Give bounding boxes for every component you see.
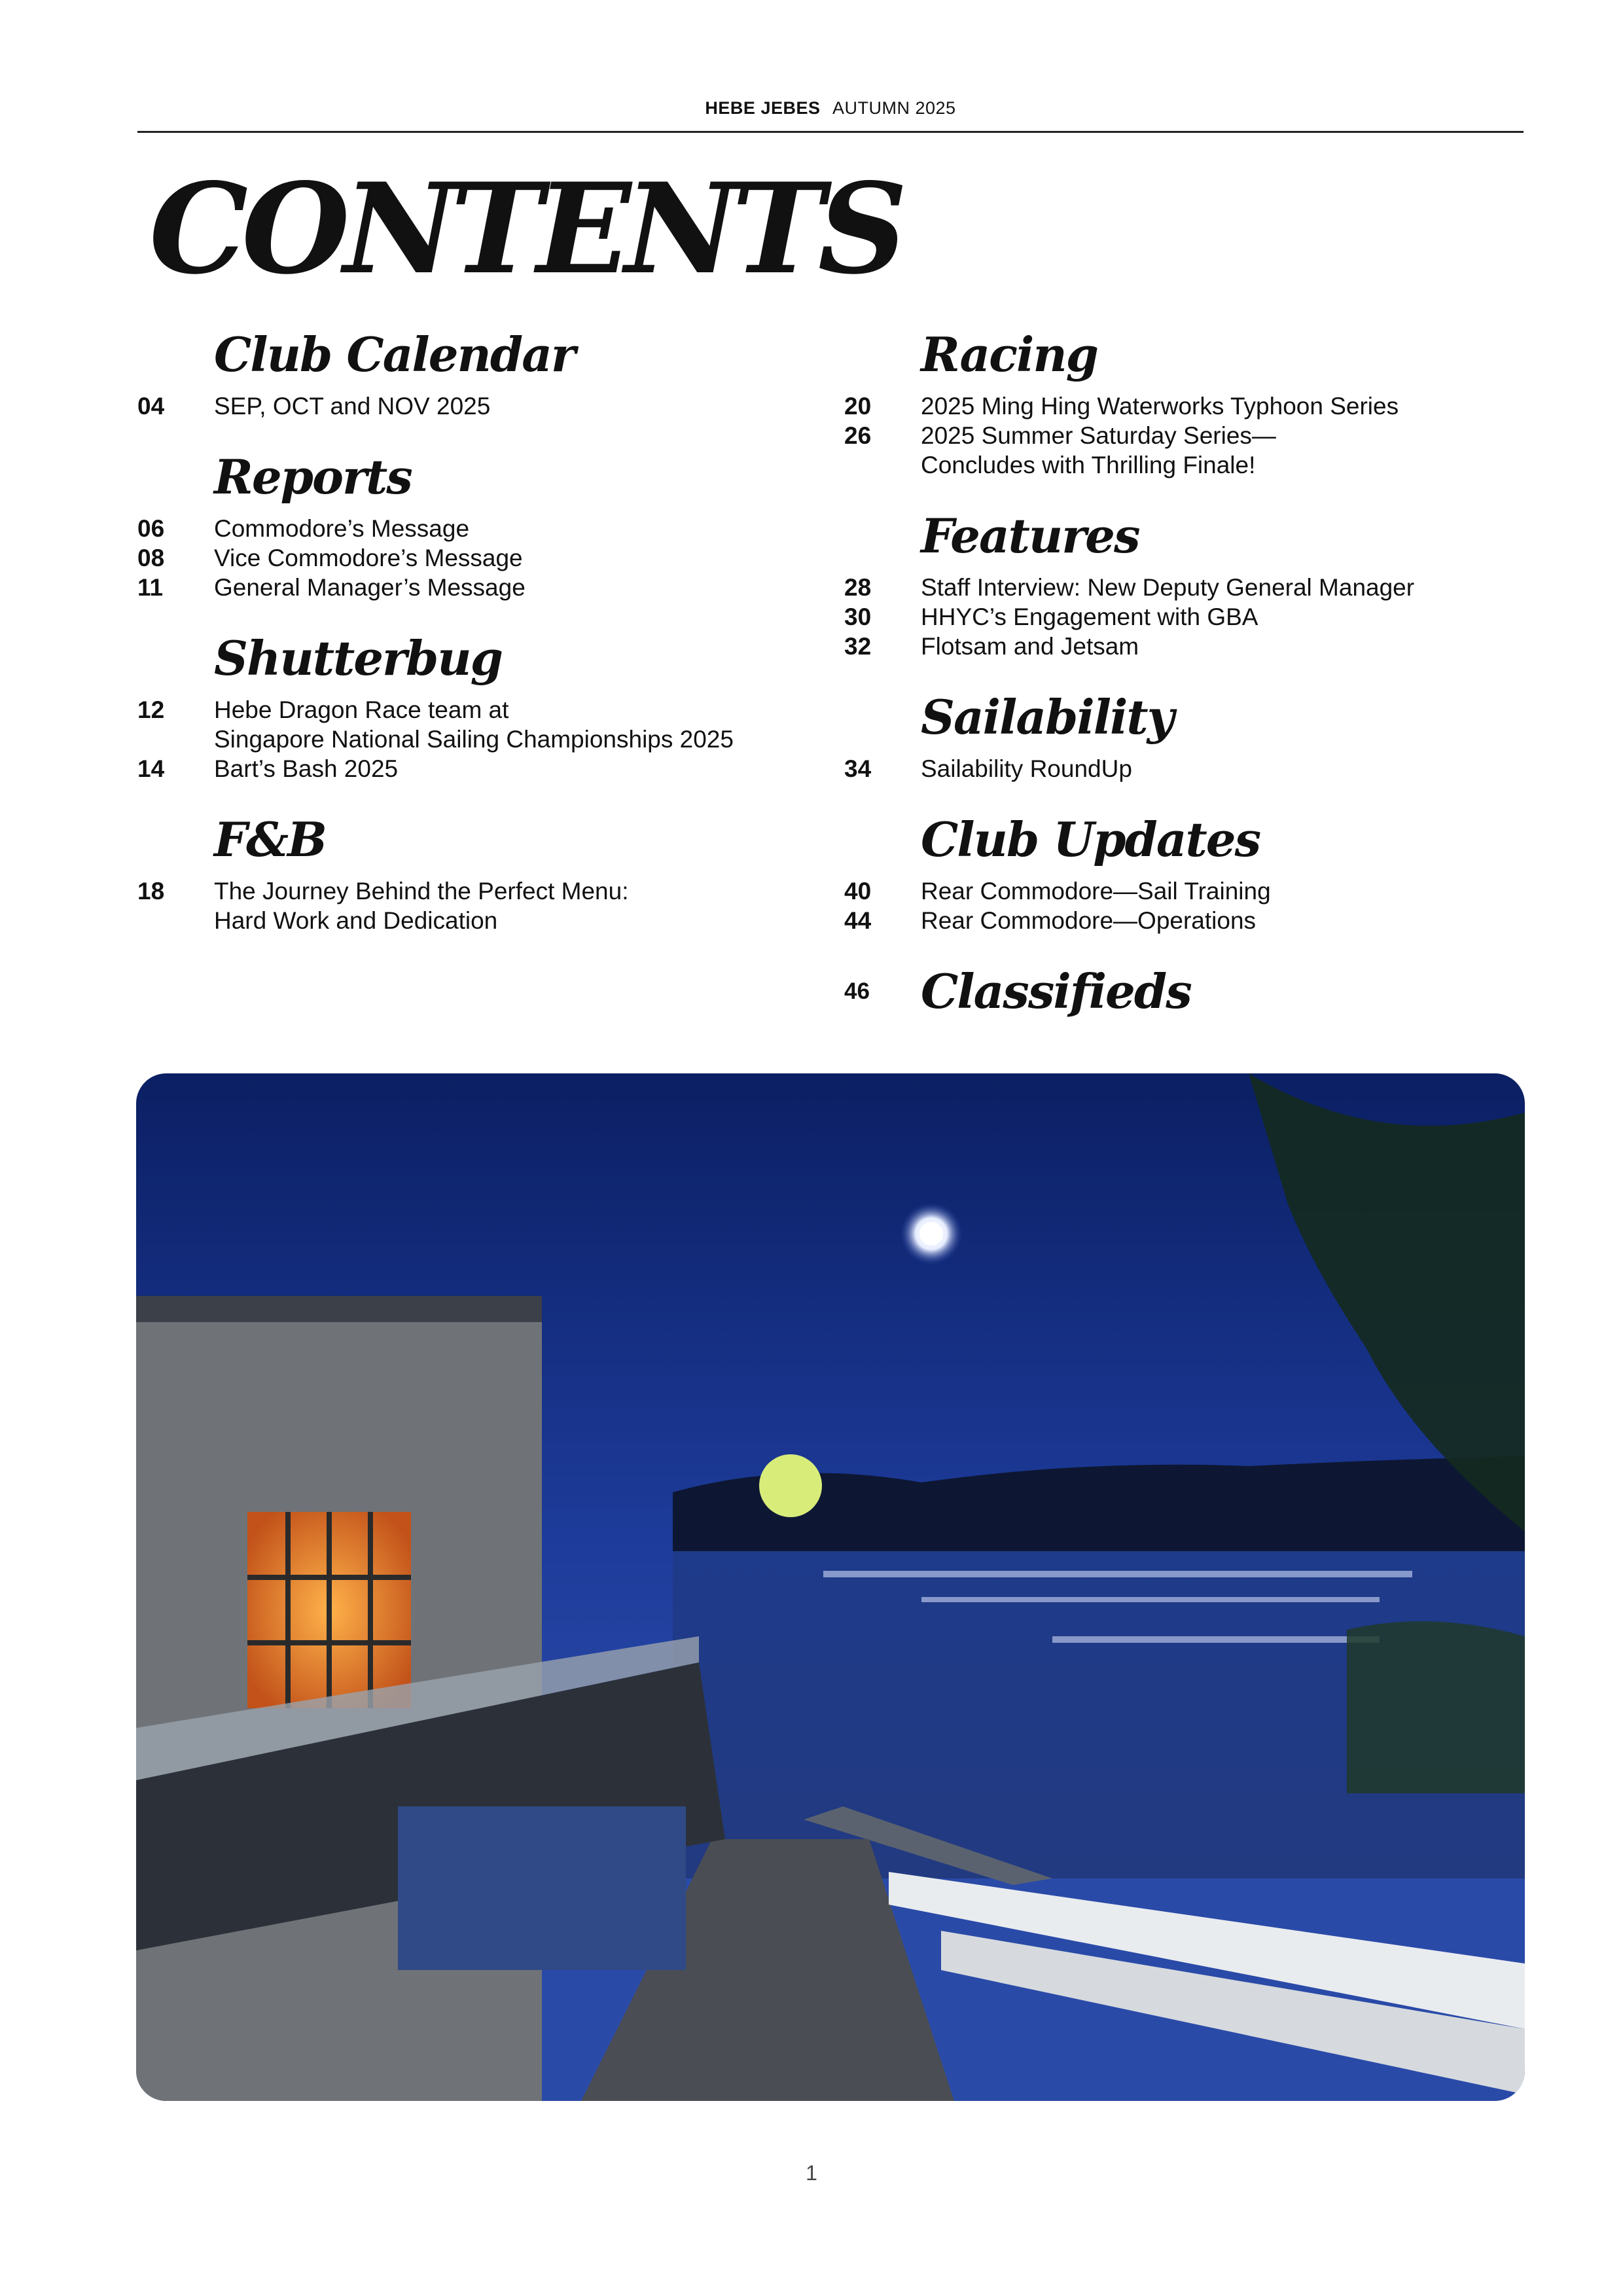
entry-title: HHYC’s Engagement with GBA — [921, 603, 1258, 630]
entry-title: 2025 Ming Hing Waterworks Typhoon Series — [921, 393, 1399, 420]
section-heading: Shutterbug — [214, 630, 502, 686]
header-divider — [137, 131, 1524, 133]
section-heading: Reports — [214, 449, 412, 505]
contents-entry — [137, 543, 792, 573]
entry-title: Commodore’s Message — [214, 515, 470, 542]
contents-entry — [844, 602, 1499, 632]
entry-page-number: 26 — [844, 422, 872, 449]
contents-entry — [844, 632, 1499, 661]
entry-page-number: 30 — [844, 603, 872, 630]
section-heading: Racing — [921, 327, 1098, 382]
entry-title: 2025 Summer Saturday Series— Concludes with Thrilling Finale! — [921, 422, 1276, 478]
magazine-name: HEBE JEBES — [705, 98, 821, 118]
contents-entry — [137, 695, 792, 754]
contents-section — [844, 322, 1499, 480]
entry-page-number: 06 — [137, 515, 165, 542]
contents-entry — [137, 876, 792, 935]
contents-section — [844, 807, 1499, 935]
entry-page-number: 08 — [137, 545, 165, 571]
contents-entry — [844, 754, 1499, 783]
section-heading: F&B — [214, 812, 326, 867]
contents-entry — [844, 573, 1499, 602]
contents-entry — [137, 514, 792, 543]
entry-title: Rear Commodore—Sail Training — [921, 878, 1271, 905]
classifieds-page-number: 46 — [844, 978, 870, 1004]
running-header — [137, 98, 1524, 118]
contents-left-column — [137, 322, 792, 959]
entry-title: Rear Commodore—Operations — [921, 907, 1257, 934]
section-heading: Club Updates — [921, 812, 1260, 867]
contents-entry — [844, 876, 1499, 906]
entry-title: The Journey Behind the Perfect Menu: Hard Work and Dedication — [214, 878, 629, 934]
entry-page-number: 14 — [137, 755, 165, 782]
contents-section — [137, 322, 792, 421]
entry-title: General Manager’s Message — [214, 574, 526, 601]
section-heading: Sailability — [921, 689, 1173, 745]
marina-night-photo — [136, 1073, 1525, 2101]
entry-page-number: 20 — [844, 393, 872, 420]
entry-title: Flotsam and Jetsam — [921, 633, 1139, 660]
contents-entry — [844, 906, 1499, 935]
entry-title: Hebe Dragon Race team at Singapore National Sailing Championships 2025 — [214, 696, 734, 753]
entry-page-number: 40 — [844, 878, 872, 905]
page-title: CONTENTS — [149, 156, 901, 302]
page-number: 1 — [806, 2161, 817, 2185]
contents-section — [844, 685, 1499, 783]
entry-page-number: 34 — [844, 755, 872, 782]
contents-entry — [844, 421, 1499, 480]
entry-page-number: 11 — [137, 574, 164, 601]
contents-right-column — [844, 322, 1499, 1024]
marina-photo-illustration — [136, 1073, 1525, 2101]
entry-page-number: 18 — [137, 878, 165, 905]
contents-entry — [137, 573, 792, 602]
entry-title: SEP, OCT and NOV 2025 — [214, 393, 491, 420]
classifieds-heading: Classifieds — [921, 963, 1191, 1019]
classifieds-entry — [844, 959, 1499, 1024]
contents-entry — [137, 391, 792, 421]
contents-entry — [844, 391, 1499, 421]
section-heading: Club Calendar — [214, 327, 575, 382]
entry-title: Sailability RoundUp — [921, 755, 1132, 782]
contents-section — [137, 807, 792, 935]
entry-page-number: 32 — [844, 633, 872, 660]
entry-title: Bart’s Bash 2025 — [214, 755, 399, 782]
section-heading: Features — [921, 508, 1139, 564]
entry-title: Staff Interview: New Deputy General Manager — [921, 574, 1415, 601]
entry-title: Vice Commodore’s Message — [214, 545, 523, 571]
contents-entry — [137, 754, 792, 783]
entry-page-number: 04 — [137, 393, 165, 420]
entry-page-number: 44 — [844, 907, 872, 934]
entry-page-number: 12 — [137, 696, 165, 723]
contents-section — [137, 444, 792, 602]
entry-page-number: 28 — [844, 574, 872, 601]
contents-section — [844, 503, 1499, 661]
issue-label: AUTUMN 2025 — [832, 98, 956, 118]
contents-section — [137, 626, 792, 783]
